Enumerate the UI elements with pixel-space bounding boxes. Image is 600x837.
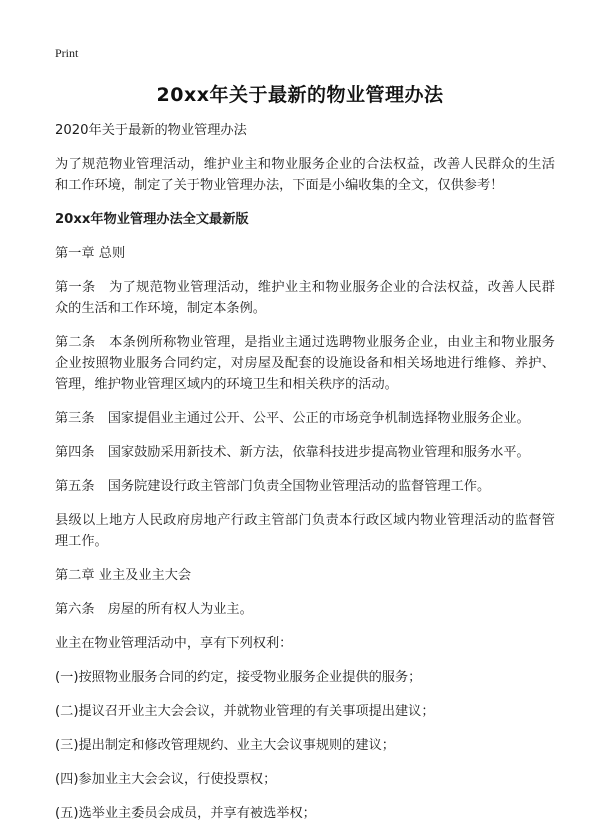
page-title: 20xx年关于最新的物业管理办法 — [156, 84, 444, 106]
list-item: (四)参加业主大会会议，行使投票权； — [55, 772, 277, 787]
list-item: (一)按照物业服务合同的约定，接受物业服务企业提供的服务； — [55, 670, 422, 685]
list-item: (五)选举业主委员会成员，并享有被选举权； — [55, 806, 316, 821]
document-body — [55, 120, 555, 837]
article-paragraph: 第三条 国家提倡业主通过公开、公平、公正的市场竞争机制选择物业服务企业。 — [55, 411, 530, 426]
print-label: Print — [55, 46, 79, 60]
chapter-heading: 第二章 业主及业主大会 — [55, 568, 192, 583]
subtitle-paragraph: 2020年关于最新的物业管理办法 — [55, 123, 247, 138]
article-paragraph: 县级以上地方人民政府房地产行政主管部门负责本行政区域内物业管理活动的监督管理工作。 — [55, 513, 555, 549]
article-paragraph: 第二条 本条例所称物业管理，是指业主通过选聘物业服务企业，由业主和物业服务企业按照物业服务合同约定，对房屋及配套的设施设备和相关场地进行维修、养护、管理，维护物业管理区域内的环境卫生和相关秩序的活动。 — [55, 335, 555, 392]
article-paragraph: 第四条 国家鼓励采用新技术、新方法，依靠科技进步提高物业管理和服务水平。 — [55, 445, 530, 460]
article-paragraph: 第五条 国务院建设行政主管部门负责全国物业管理活动的监督管理工作。 — [55, 479, 491, 494]
chapter-heading: 第一章 总则 — [55, 246, 126, 261]
section-heading: 20xx年物业管理办法全文最新版 — [55, 212, 249, 227]
intro-paragraph: 为了规范物业管理活动，维护业主和物业服务企业的合法权益，改善人民群众的生活和工作环境，制定了关于物业管理办法，下面是小编收集的全文，仅供参考！ — [55, 157, 555, 193]
article-paragraph: 第六条 房屋的所有权人为业主。 — [55, 602, 253, 617]
article-paragraph: 业主在物业管理活动中，享有下列权利： — [55, 636, 293, 651]
list-item: (二)提议召开业主大会会议，并就物业管理的有关事项提出建议； — [55, 704, 435, 719]
list-item: (三)提出制定和修改管理规约、业主大会议事规则的建议； — [55, 738, 395, 753]
article-paragraph: 第一条 为了规范物业管理活动，维护业主和物业服务企业的合法权益，改善人民群众的生活和工作环境，制定本条例。 — [55, 280, 555, 316]
